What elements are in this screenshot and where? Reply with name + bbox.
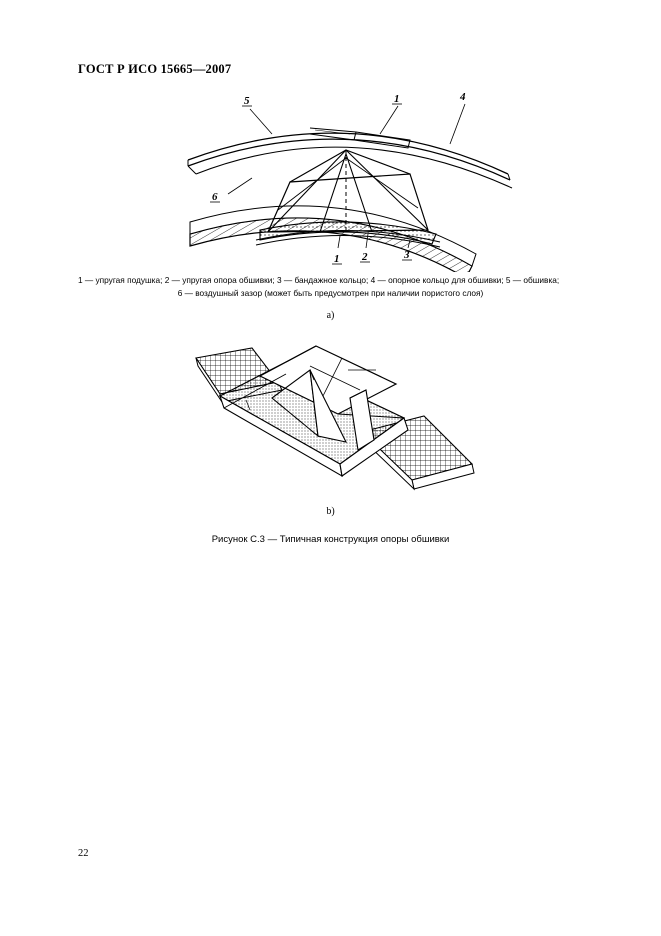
callout-1-bottom-text: 1 <box>334 253 340 265</box>
callout-4-text: 4 <box>460 91 466 103</box>
callout-6-text: 6 <box>212 191 218 203</box>
figure-b-drawing <box>190 340 480 505</box>
callout-2-text: 2 <box>362 251 368 263</box>
figure-a-legend <box>78 274 583 300</box>
figure-caption: Рисунок С.3 — Типичная конструкция опоры обшивки <box>211 534 450 545</box>
figure-a-sublabel: a) <box>326 310 335 321</box>
figure-b-sublabel: b) <box>326 506 335 517</box>
callout-3-text: 3 <box>404 249 410 261</box>
callout-5-text: 5 <box>244 95 250 107</box>
page-header: ГОСТ Р ИСО 15665—2007 <box>78 62 232 76</box>
page-number: 22 <box>78 848 89 859</box>
legend-line-1: 1 — упругая подушка; 2 — упругая опора обшивки; 3 — бандажное кольцо; 4 — опорное кольцо для обшивки; 5 — обшивка; <box>78 275 560 285</box>
callout-1-top-text: 1 <box>394 93 400 105</box>
figure-a-drawing <box>160 82 560 272</box>
legend-line-2: 6 — воздушный зазор (может быть предусмотрен при наличии пористого слоя) <box>177 288 484 298</box>
